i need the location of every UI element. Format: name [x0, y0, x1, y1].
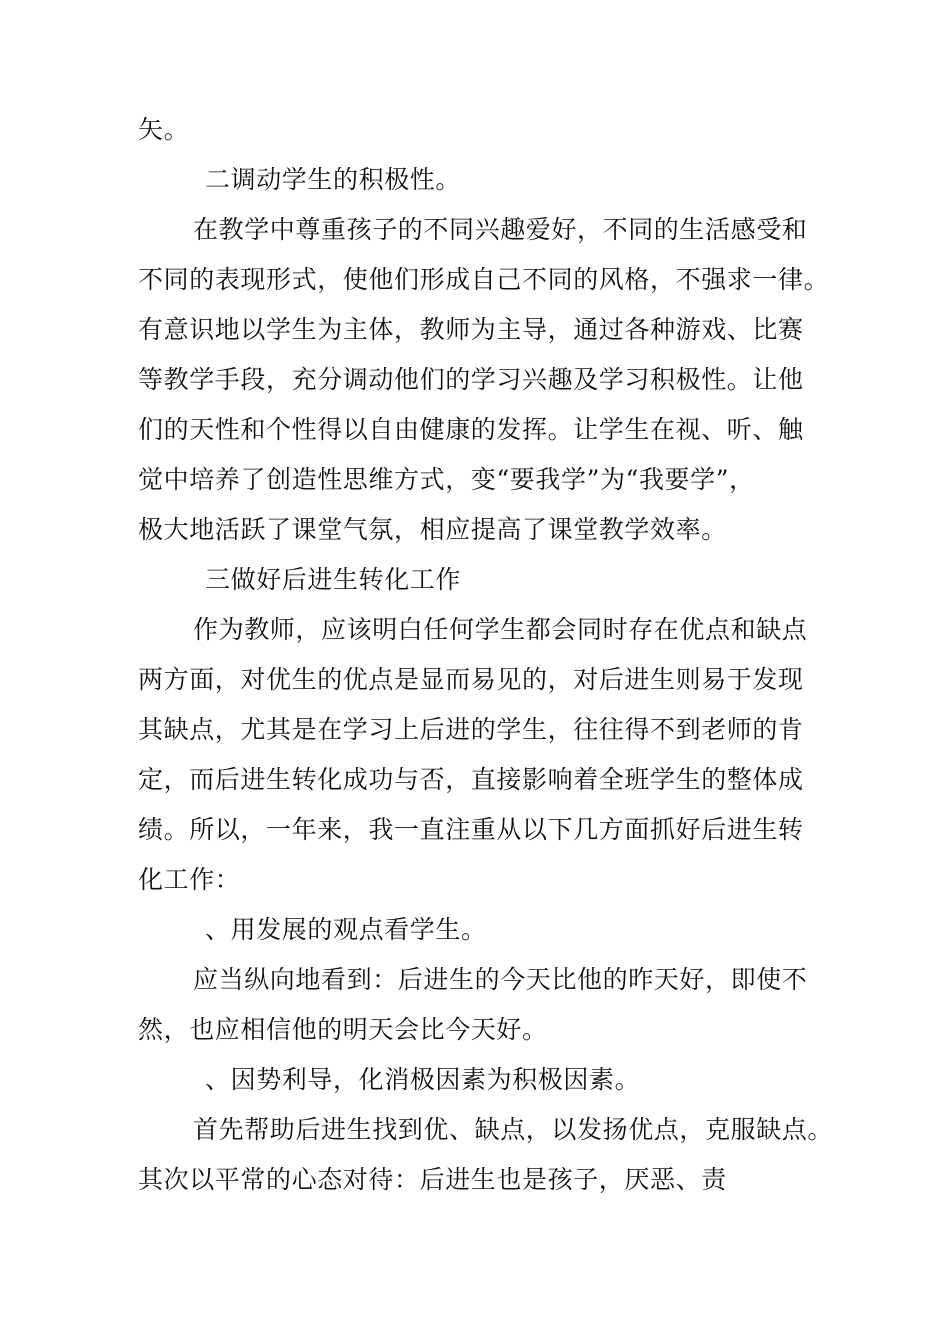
text-line: 化工作：: [138, 865, 241, 894]
text-line: 定，而后进生转化成功与否，直接影响着全班学生的整体成: [138, 765, 804, 794]
text-line: 其缺点，尤其是在学习上后进的学生，往往得不到老师的肯: [138, 715, 804, 744]
section-heading: 二调动学生的积极性。: [205, 165, 462, 194]
text-line: 等教学手段，充分调动他们的学习兴趣及学习积极性。让他: [138, 365, 804, 394]
text-line: 两方面，对优生的优点是显而易见的，对后进生则易于发现: [138, 665, 804, 694]
text-line: 在教学中尊重孩子的不同兴趣爱好，不同的生活感受和: [193, 215, 808, 244]
text-line: 不同的表现形式，使他们形成自己不同的风格，不强求一律。: [138, 265, 830, 294]
text-line: 觉中培养了创造性思维方式，变“要我学”为“我要学”，: [138, 465, 755, 494]
text-line: 绩。所以，一年来，我一直注重从以下几方面抓好后进生转: [138, 815, 804, 844]
text-line: 应当纵向地看到：后进生的今天比他的昨天好，即使不: [193, 965, 808, 994]
text-line: 作为教师，应该明白任何学生都会同时存在优点和缺点: [193, 615, 808, 644]
text-line: 矢。: [138, 115, 190, 144]
text-line: 极大地活跃了课堂气氛，相应提高了课堂教学效率。: [138, 515, 727, 544]
text-line: 其次以平常的心态对待：后进生也是孩子，厌恶、责: [138, 1165, 727, 1194]
text-line: 们的天性和个性得以自由健康的发挥。让学生在视、听、触: [138, 415, 804, 444]
section-heading: 三做好后进生转化工作: [205, 565, 462, 594]
text-line: 首先帮助后进生找到优、缺点，以发扬优点，克服缺点。: [193, 1115, 834, 1144]
text-line: 然，也应相信他的明天会比今天好。: [138, 1015, 548, 1044]
text-line: 有意识地以学生为主体，教师为主导，通过各种游戏、比赛: [138, 315, 804, 344]
subheading: 、用发展的观点看学生。: [205, 915, 487, 944]
subheading: 、因势利导，化消极因素为积极因素。: [205, 1065, 641, 1094]
